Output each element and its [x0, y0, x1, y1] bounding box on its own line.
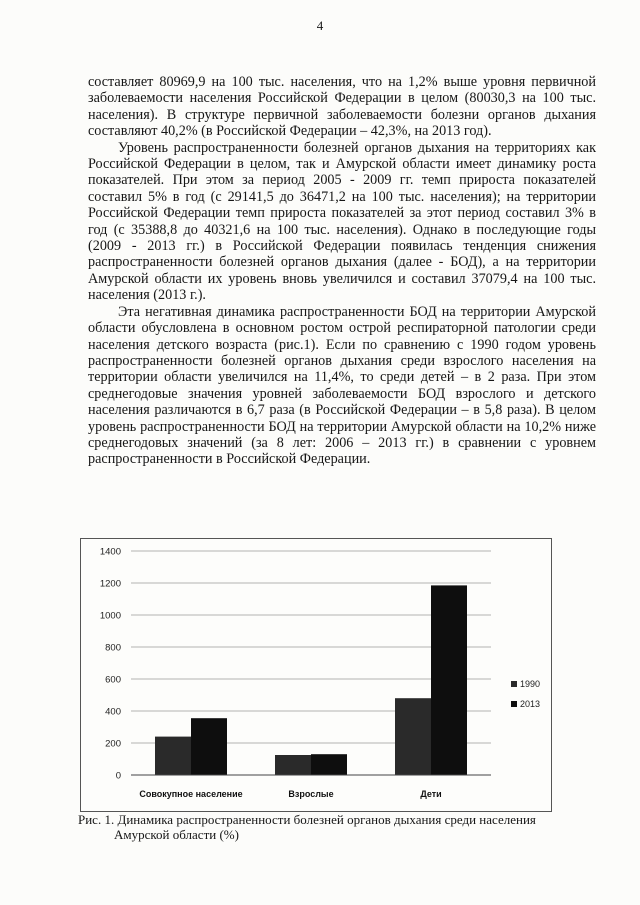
bar-chart-svg — [81, 539, 551, 811]
legend-label-1990: 1990 — [520, 679, 541, 689]
paragraph-2: Уровень распространенности болезней органов дыхания на территориях как Российской Федерации в целом, так и Амурской области имеет динамику роста показателей. При этом за период 2005 - 2009 гг. темп прироста показателей составил 5% в год (с 29141,5 до 36471,2 на 100 тыс. населения); на территории Российской Федерации темп прироста показателей за этот период составил 3% в год (с 35388,8 до 40321,6 на 100 тыс. населения). Однако в последующие годы (2009 - 2013 гг.) в Российской Федерации появилась тенденция снижения распространенности болезней органов дыхания (далее - БОД), а на территории Амурской области их уровень вновь увеличился и составил 37079,4 на 100 тыс. населения (2013 г.). — [88, 139, 596, 304]
y-tick-label: 200 — [105, 738, 121, 750]
paragraph-1: составляет 80969,9 на 100 тыс. населения, что на 1,2% выше уровня первичной заболеваемости населения Российской Федерации в целом (80030,3 на 100 тыс. населения). В структуре первичной заболеваемости болезни органов дыхания составляют 40,2% (в Российской Федерации – 42,3%, на 2013 год). — [88, 74, 596, 140]
y-tick-label: 1200 — [99, 578, 121, 590]
y-tick-label: 0 — [115, 770, 121, 782]
bar-2013-0 — [191, 718, 227, 775]
legend-swatch-2013 — [511, 701, 517, 707]
caption-line-1: Рис. 1. Динамика распространенности болезней органов дыхания среди населения — [78, 812, 536, 827]
bar-2013-2 — [431, 585, 467, 775]
x-tick-label: Взрослые — [288, 789, 334, 799]
bar-chart — [80, 538, 552, 812]
legend-item-1990 — [511, 679, 540, 689]
caption-line-2: Амурской области (%) — [114, 827, 239, 842]
y-tick-label: 400 — [105, 706, 121, 718]
figure-caption — [78, 812, 578, 842]
legend-item-2013 — [511, 699, 540, 709]
bar-1990-2 — [395, 698, 431, 775]
bar-2013-1 — [311, 754, 347, 775]
y-tick-label: 1400 — [99, 546, 121, 558]
x-tick-label: Совокупное население — [139, 789, 243, 799]
page-number: 4 — [316, 18, 324, 33]
y-tick-label: 600 — [105, 674, 121, 686]
legend-label-2013: 2013 — [520, 699, 541, 709]
bar-1990-0 — [155, 737, 191, 775]
x-tick-label: Дети — [420, 789, 442, 799]
bar-1990-1 — [275, 755, 311, 775]
paragraph-3: Эта негативная динамика распространенности БОД на территории Амурской области обусловлена в основном ростом острой респираторной патологии среди населения детского возраста (рис.1). Если по сравнению с 1990 годом уровень распространенности болезней органов дыхания среди взрослого населения на территории области увеличился на 11,4%, то среди детей – в 2 раза. При этом среднегодовые значения уровней заболеваемости БОД взрослого и детского населения различаются в 6,7 раза (в Российской Федерации – в 5,8 раза). В целом уровень распространенности БОД на территории Амурской области на 10,2% ниже среднегодовых значений (за 8 лет: 2006 – 2013 гг.) в сравнении с уровнем распространенности в Российской Федерации. — [88, 303, 596, 468]
y-tick-label: 1000 — [99, 610, 121, 622]
body-text — [88, 74, 596, 468]
legend-swatch-1990 — [511, 681, 517, 687]
y-tick-label: 800 — [105, 642, 121, 654]
chart-legend — [511, 679, 540, 719]
